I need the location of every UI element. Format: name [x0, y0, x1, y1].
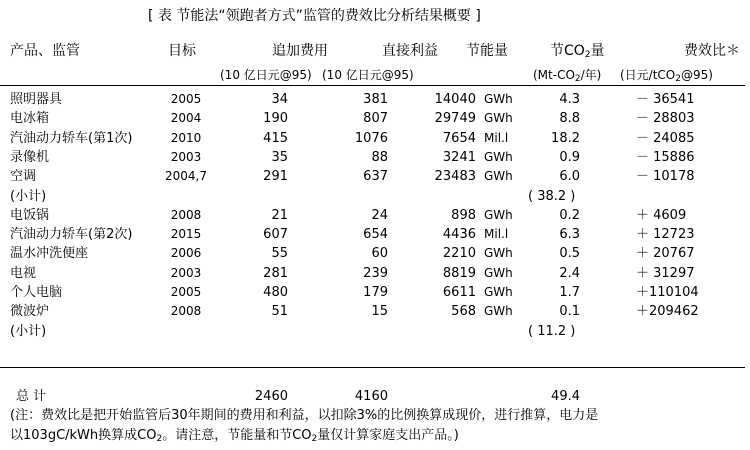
header-target: 目标: [168, 43, 196, 59]
cell-unit: GWh: [484, 169, 513, 184]
cell-energy: 3241: [442, 149, 476, 165]
header-rule: [0, 85, 745, 86]
cell-co2: 4.3: [559, 92, 580, 107]
cell-energy: 7654: [442, 130, 476, 146]
cell-cost: 190: [263, 111, 288, 127]
cell-benefit: 807: [363, 111, 388, 127]
cell-benefit: 88: [371, 149, 388, 165]
cell-name: 电视: [10, 265, 37, 281]
cell-year: 2006: [170, 246, 202, 261]
cell-year: 2005: [170, 285, 202, 299]
header-benefit: 直接利益: [382, 43, 438, 59]
cell-ratio: ＋ 31297: [636, 265, 695, 281]
cell-unit: GWh: [484, 207, 513, 222]
cell-name: 空调: [10, 169, 37, 185]
cell-year: 2003: [170, 149, 202, 164]
header-co2: 节$CO_2$量: [550, 43, 605, 60]
unit-benefit: (10 亿日元@95): [322, 68, 414, 82]
cell-ratio: － 24085: [636, 130, 695, 146]
cell-benefit: 60: [371, 246, 388, 262]
cell-name: 录像机: [10, 149, 50, 165]
cell-name: (小计): [10, 188, 47, 204]
cell-year: 2004,7: [165, 169, 207, 184]
cell-ratio: － 28803: [636, 111, 695, 127]
header-energy: 节能量: [466, 43, 508, 59]
cell-unit: Mil.l: [484, 227, 509, 242]
cell-benefit: 179: [363, 285, 388, 300]
cell-year: 2015: [170, 227, 202, 242]
cell-benefit: 24: [371, 207, 388, 223]
cell-benefit: 637: [363, 169, 388, 185]
cell-ratio: ＋ 4609: [636, 207, 687, 223]
cell-unit: GWh: [484, 92, 513, 106]
cell-co2: 18.2: [551, 130, 580, 146]
cell-cost: 291: [263, 169, 288, 185]
cell-cost: 415: [263, 130, 288, 146]
cell-benefit: 654: [363, 227, 388, 243]
cell-ratio: ＋ 12723: [636, 227, 695, 243]
cell-benefit: 381: [363, 92, 388, 107]
cell-name: 电冰箱: [10, 111, 50, 127]
cell-ratio: ＋209462: [636, 304, 699, 320]
cell-energy: 898: [451, 207, 476, 223]
cell-ratio: － 15886: [636, 149, 695, 165]
cell-energy: 2210: [442, 246, 476, 262]
cell-unit: GWh: [484, 265, 513, 280]
total-label: 总 计: [16, 389, 47, 404]
cell-co2: ( 11.2 ): [528, 323, 576, 339]
cell-co2: 6.0: [559, 169, 580, 185]
cell-name: 照明器具: [10, 92, 63, 107]
cell-year: 2010: [170, 130, 202, 145]
cell-name: 电饭锅: [10, 207, 50, 223]
cell-unit: GWh: [484, 285, 513, 299]
cell-unit: GWh: [484, 304, 513, 319]
cell-name: 温水冲洗便座: [10, 246, 89, 262]
cell-ratio: ＋ 20767: [636, 246, 695, 262]
cell-unit: GWh: [484, 246, 513, 261]
cell-co2: ( 38.2 ): [528, 188, 576, 204]
header-ratio: 费效比＊: [684, 43, 740, 59]
cell-co2: 8.8: [559, 111, 580, 127]
unit-cost: (10 亿日元@95): [220, 68, 312, 82]
cell-co2: 0.1: [559, 304, 580, 320]
cell-name: 微波炉: [10, 304, 50, 320]
cell-co2: 0.9: [559, 149, 580, 165]
cell-unit: Mil.l: [484, 130, 509, 145]
cell-year: 2003: [170, 265, 202, 280]
total-co2: 49.4: [551, 389, 580, 404]
header-product: 产品、监管: [10, 43, 80, 59]
unit-co2: ($Mt-CO_2/$年): [533, 68, 602, 84]
cell-ratio: － 10178: [636, 169, 695, 185]
cell-unit: GWh: [484, 111, 513, 126]
cell-year: 2005: [170, 92, 202, 106]
cell-co2: 1.7: [559, 285, 580, 300]
cell-year: 2008: [170, 207, 202, 222]
cell-energy: 8819: [442, 265, 476, 281]
cell-ratio: － 36541: [636, 92, 695, 107]
cell-co2: 0.5: [559, 246, 580, 262]
header-cost: 追加费用: [272, 43, 328, 59]
cell-cost: 51: [271, 304, 288, 320]
cell-energy: 14040: [434, 92, 476, 107]
note-line-2: 以103gC/kWh换算成$CO_2$。请注意，节能量和节$CO_2$量仅计算家庭支出产品。): [10, 428, 459, 444]
total-rule: [0, 367, 745, 368]
cell-energy: 23483: [434, 169, 476, 185]
cell-energy: 4436: [442, 227, 476, 243]
cell-energy: 29749: [434, 111, 476, 127]
cell-name: 个人电脑: [10, 285, 63, 300]
total-benefit: 4160: [354, 389, 388, 404]
cell-name: 汽油动力轿车(第1次): [10, 130, 133, 146]
cell-name: 汽油动力轿车(第2次): [10, 227, 133, 243]
cell-year: 2008: [170, 304, 202, 319]
table-title: [ 表 节能法“领跑者方式”监管的费效比分析结果概要 ]: [148, 8, 481, 24]
cell-cost: 34: [271, 92, 288, 107]
cell-cost: 281: [263, 265, 288, 281]
cell-co2: 0.2: [559, 207, 580, 223]
cell-year: 2004: [170, 111, 202, 126]
note-line-1: (注：费效比是把开始监管后30年期间的费用和利益，以扣除3%的比例换算成现价，进行推算，电力是: [10, 408, 599, 423]
cell-cost: 55: [271, 246, 288, 262]
cell-ratio: ＋110104: [636, 285, 699, 300]
cell-energy: 568: [451, 304, 476, 320]
cell-benefit: 15: [371, 304, 388, 320]
total-cost: 2460: [254, 389, 288, 404]
cell-name: (小计): [10, 323, 47, 339]
cell-cost: 21: [271, 207, 288, 223]
cell-co2: 6.3: [559, 227, 580, 243]
cell-cost: 35: [271, 149, 288, 165]
cell-co2: 2.4: [559, 265, 580, 281]
cell-cost: 480: [263, 285, 288, 300]
cell-energy: 6611: [442, 285, 476, 300]
cell-benefit: 239: [363, 265, 388, 281]
cell-cost: 607: [263, 227, 288, 243]
cell-unit: GWh: [484, 149, 513, 164]
cell-benefit: 1076: [354, 130, 388, 146]
unit-ratio: (日元/tCO$_2$@95): [620, 68, 713, 84]
